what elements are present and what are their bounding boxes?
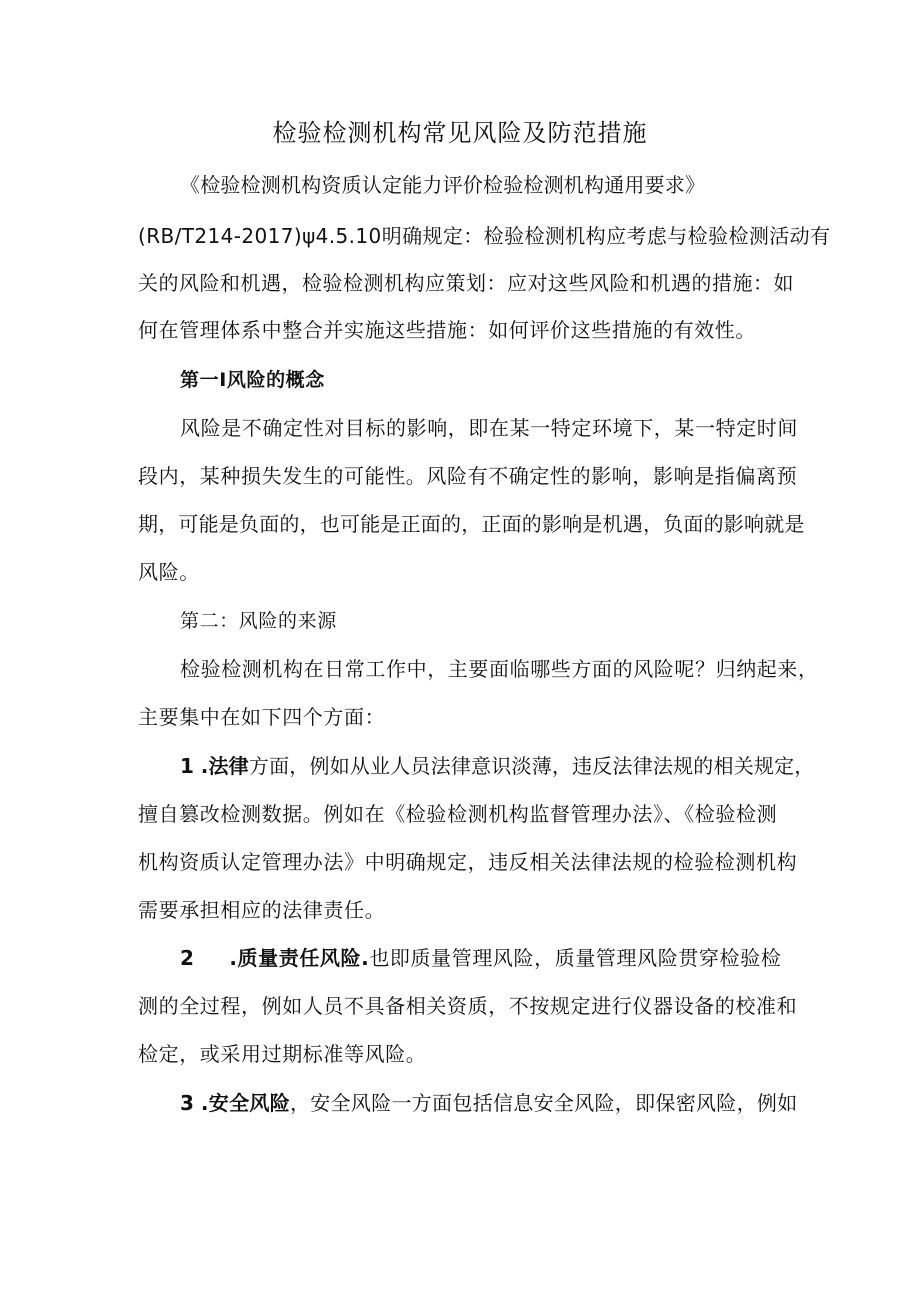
standard-code: (RB/T214-2017)ψ4.5.10 bbox=[138, 224, 382, 248]
item-2-number: 2 bbox=[180, 946, 195, 970]
item-1-line: 机构资质认定管理办法》中明确规定，违反相关法律法规的检验检测机构 bbox=[138, 850, 798, 874]
item-3-number: 3 bbox=[180, 1091, 195, 1115]
section-1-line: 段内，某种损失发生的可能性。风险有不确定性的影响，影响是指偏离预 bbox=[138, 464, 798, 488]
intro-line-4: 何在管理体系中整合并实施这些措施：如何评价这些措施的有效性。 bbox=[138, 318, 756, 342]
item-3-text: ，安全风险一方面包括信息安全风险，即保密风险，例如 bbox=[290, 1091, 798, 1115]
item-3-first-line bbox=[180, 1091, 798, 1115]
intro-line-2-text: 明确规定：检验检测机构应考虑与检验检测活动有 bbox=[381, 224, 831, 248]
section-2-line: 主要集中在如下四个方面： bbox=[138, 705, 386, 729]
intro-line-2 bbox=[138, 224, 831, 248]
section-1-line: 风险是不确定性对目标的影响，即在某一特定环境下，某一特定时间 bbox=[180, 416, 798, 440]
item-2-line: 测的全过程，例如人员不具备相关资质，不按规定进行仪器设备的校准和 bbox=[138, 994, 798, 1018]
item-1-line: 擅自篡改检测数据。例如在《检验检测机构监督管理办法》、《检验检测 bbox=[138, 802, 778, 826]
item-2-first-line bbox=[180, 946, 781, 970]
intro-line-3: 关的风险和机遇，检验检测机构应策划：应对这些风险和机遇的措施：如 bbox=[138, 271, 794, 295]
item-2-text: 也即质量管理风险，质量管理风险贯穿检验检 bbox=[369, 946, 782, 970]
section-1-heading: 第一I风险的概念 bbox=[180, 369, 325, 391]
item-2-label: .质量责任风险. bbox=[229, 946, 370, 970]
section-2-heading: 第二：风险的来源 bbox=[180, 610, 337, 632]
section-1-line: 风险。 bbox=[138, 560, 200, 584]
item-3-label: .安全风险 bbox=[200, 1091, 290, 1115]
item-1-first-line bbox=[180, 754, 815, 778]
item-2-line: 检定，或采用过期标准等风险。 bbox=[138, 1042, 427, 1066]
item-1-text: 方面，例如从业人员法律意识淡薄，违反法律法规的相关规定， bbox=[248, 754, 815, 778]
section-1-line: 期，可能是负面的，也可能是正面的，正面的影响是机遇，负面的影响就是 bbox=[138, 512, 805, 536]
page-title: 检验检测机构常见风险及防范措施 bbox=[272, 119, 648, 147]
item-1-label: .法律 bbox=[200, 754, 249, 778]
item-1-number: 1 bbox=[180, 754, 195, 778]
section-2-line: 检验检测机构在日常工作中，主要面临哪些方面的风险呢？归纳起来， bbox=[180, 657, 819, 681]
item-1-line: 需要承担相应的法律责任。 bbox=[138, 898, 386, 922]
intro-line-1: 《检验检测机构资质认定能力评价检验检测机构通用要求》 bbox=[180, 173, 706, 197]
